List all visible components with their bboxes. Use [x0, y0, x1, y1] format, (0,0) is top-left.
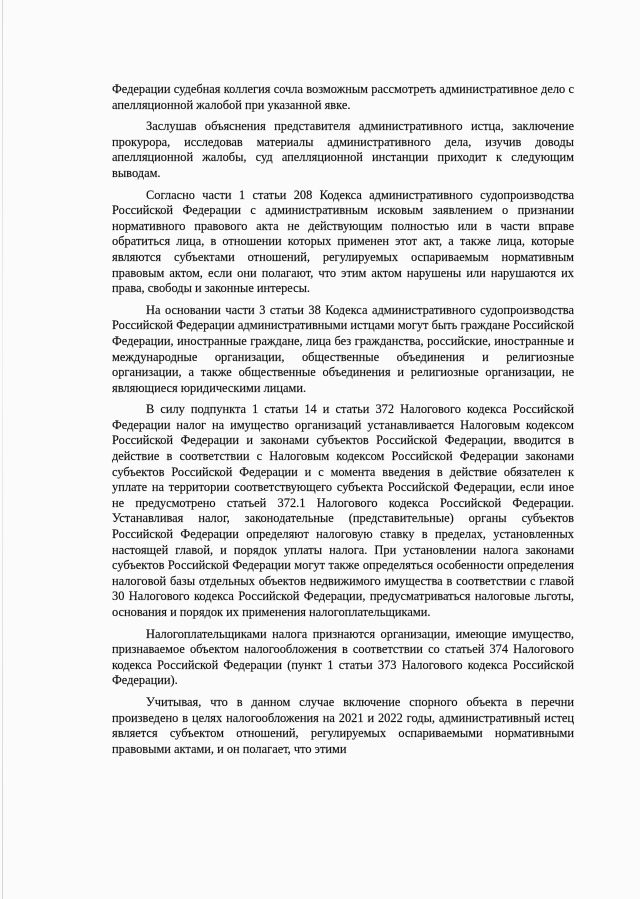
paragraph-7: Учитывая, что в данном случае включение спорного объекта в перечни произведено в целях налогообложения на 2021 и 2022 годы, административный истец является субъектом отношений, регулируемых оспариваемыми нормативными правовыми актами, и он полагает, что этими — [112, 694, 574, 756]
paragraph-1: Федерации судебная коллегия сочла возможным рассмотреть административное дело с апелляционной жалобой при указанной явке. — [112, 82, 574, 112]
paragraph-5: В силу подпункта 1 статьи 14 и статьи 372 Налогового кодекса Российской Федерации налог на имущество организаций устанавливается Налоговым кодексом Российской Федерации и законами субъектов Российской Федерации, вводится в действие в соответствии с Налоговым кодексом Российской Федерации законами субъектов Российской Федерации и с момента введения в действие обязателен к уплате на территории соответствующего субъекта Российской Федерации, если иное не предусмотрено статьей 372.1 Налогового кодекса Российской Федерации. Устанавливая налог, законодательные (представительные) органы субъектов Российской Федерации определяют налоговую ставку в пределах, установленных настоящей главой, и порядок уплаты налога. При установлении налога законами субъектов Российской Федерации могут также определяться особенности определения налоговой базы отдельных объектов недвижимого имущества в соответствии с главой 30 Налогового кодекса Российской Федерации, предусматриваться налоговые льготы, основания и порядок их применения налогоплательщиками. — [112, 402, 574, 619]
paragraph-6: Налогоплательщиками налога признаются организации, имеющие имущество, признаваемое объектом налогообложения в соответствии со статьей 374 Налогового кодекса Российской Федерации (пункт 1 статьи 373 Налогового кодекса Российской Федерации). — [112, 626, 574, 688]
document-body — [112, 82, 574, 763]
paragraph-2: Заслушав объяснения представителя административного истца, заключение прокурора, исследовав материалы административного дела, изучив доводы апелляционной жалобы, суд апелляционной инстанции приходит к следующим выводам. — [112, 119, 574, 180]
paragraph-4: На основании части 3 статьи 38 Кодекса административного судопроизводства Российской Федерации административными истцами могут быть граждане Российской Федерации, иностранные граждане, лица без гражданства, российские, иностранные и международные организации, общественные объединения и религиозные организации, а также общественные объединения и религиозные организации, не являющиеся юридическими лицами. — [112, 302, 574, 395]
page-edge — [2, 0, 3, 899]
paragraph-3: Согласно части 1 статьи 208 Кодекса административного судопроизводства Российской Федерации с административным исковым заявлением о признании нормативного правового акта не действующим полностью или в части вправе обратиться лица, в отношении которых применен этот акт, а также лица, которые являются субъектами отношений, регулируемых оспариваемым нормативным правовым актом, если они полагают, что этим актом нарушены или нарушаются их права, свободы и законные интересы. — [112, 187, 574, 296]
